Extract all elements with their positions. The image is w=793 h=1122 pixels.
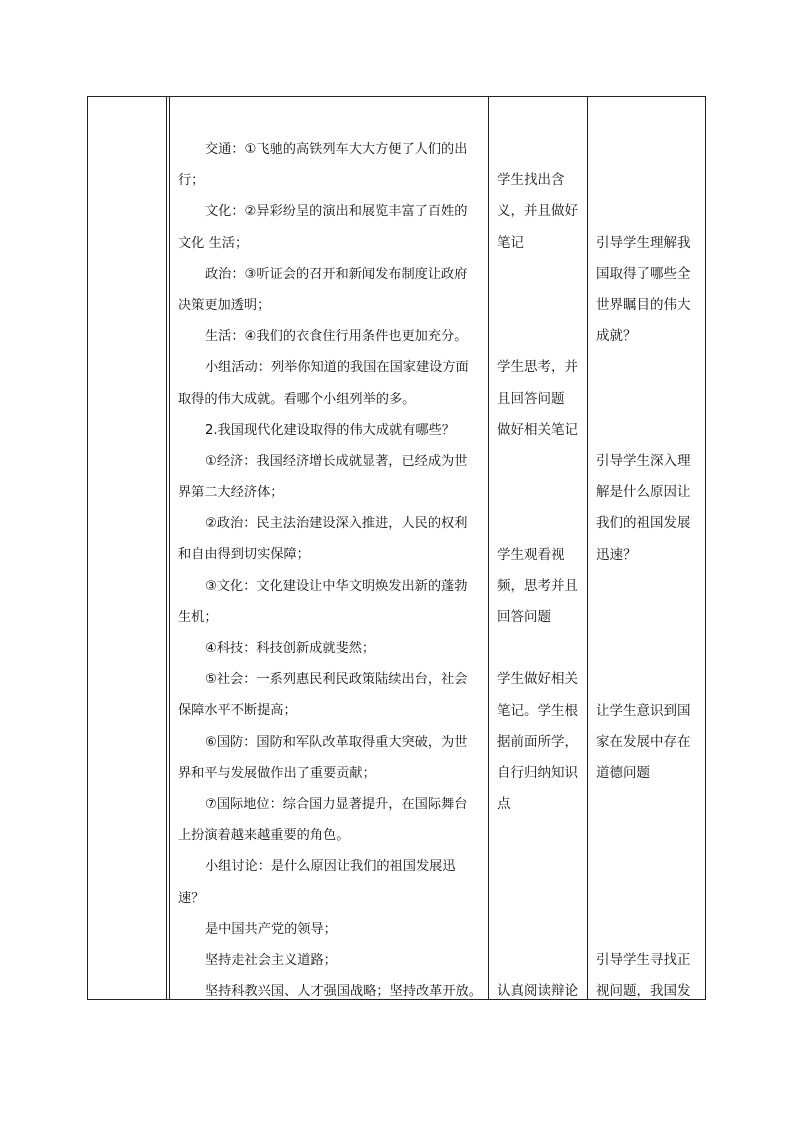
student-activity-cell: [497, 165, 583, 259]
student-activity-cell: [497, 976, 583, 1007]
student-activity-column: [489, 97, 587, 999]
cell-line: 道德问题: [596, 764, 650, 781]
cell-line: 据前面所学，: [497, 733, 578, 750]
cell-line: 解是什么原因让: [596, 484, 691, 501]
cell-line: 频，思考并且: [497, 577, 578, 594]
student-activity-cell: [497, 540, 583, 634]
cell-line: 学生做好相关: [497, 671, 578, 688]
content-line: 和自由得到切实保障；: [178, 547, 310, 563]
content-line: ③文化：文化建设让中华文明焕发出新的蓬勃: [205, 578, 468, 594]
content-line: ④科技：科技创新成就斐然；: [205, 641, 376, 656]
cell-line: 世界瞩目的伟大: [596, 296, 691, 313]
content-line: 坚持科教兴国、人才强国战略；坚持改革开放。: [205, 984, 482, 1000]
content-line: 界第二大经济体；: [178, 485, 284, 501]
cell-line: 我们的祖国发展: [596, 515, 691, 532]
design-intent-cell: [596, 228, 702, 353]
cell-line: 成就？: [596, 328, 637, 345]
student-activity-cell: [497, 352, 583, 414]
column-divider: [166, 97, 167, 999]
content-line: 是中国共产党的领导；: [205, 921, 337, 937]
cell-line: 回答问题: [497, 608, 551, 625]
content-line: 界和平与发展做作出了重要贡献；: [178, 765, 376, 781]
content-line: ⑥国防：国防和军队改革取得重大突破，为世: [205, 734, 468, 750]
design-intent-cell: [596, 696, 702, 790]
cell-line: 引导学生寻找正: [596, 952, 691, 969]
design-intent-cell: [596, 446, 702, 571]
cell-line: 引导学生深入理: [596, 453, 691, 469]
lesson-plan-table: [87, 96, 706, 1000]
content-line: 决策更加透明；: [178, 297, 271, 313]
cell-line: 学生思考，并: [497, 359, 578, 376]
content-line: 上扮演着越来越重要的角色。: [178, 828, 350, 844]
content-line: 小组讨论：是什么原因让我们的祖国发展迅: [205, 859, 456, 875]
cell-line: 且回答问题: [497, 390, 565, 407]
content-line: 坚持走社会主义道路；: [205, 952, 337, 968]
content-line: 2.我国现代化建设取得的伟大成就有哪些？: [205, 422, 455, 438]
content-line: 速？: [178, 890, 205, 906]
content-line: ①经济：我国经济增长成就显著，已经成为世: [205, 453, 468, 469]
student-activity-cell: [497, 664, 583, 820]
cell-line: 视问题，我国发: [596, 983, 691, 1000]
cell-line: 认真阅读辩论: [497, 983, 578, 1000]
content-line: 政治：③听证会的召开和新闻发布制度让政府: [205, 266, 468, 282]
content-line: 文化 生活；: [178, 235, 249, 251]
student-activity-cell: [497, 415, 583, 446]
content-line: 取得的伟大成就。看哪个小组列举的多。: [178, 391, 416, 407]
cell-line: 引导学生理解我: [596, 234, 691, 251]
content-line: 生活：④我们的衣食住行用条件也更加充分。: [205, 329, 468, 345]
content-line: 文化：②异彩纷呈的演出和展览丰富了百姓的: [205, 204, 468, 220]
design-intent-column: [588, 97, 706, 999]
content-line: 行；: [178, 173, 205, 189]
content-line: 小组活动：列举你知道的我国在国家建设方面: [205, 360, 469, 376]
design-intent-cell: [596, 945, 702, 1007]
content-line: 生机；: [178, 609, 218, 625]
cell-line: 家在发展中存在: [596, 733, 691, 750]
content-line: ⑦国际地位：综合国力显著提升，在国际舞台: [205, 796, 468, 812]
cell-line: 义，并且做好: [497, 203, 578, 220]
content-line: ②政治：民主法治建设深入推进，人民的权利: [205, 516, 468, 532]
cell-line: 笔记。学生根: [497, 702, 578, 719]
cell-line: 做好相关笔记: [497, 421, 578, 438]
cell-line: 自行归纳知识: [497, 764, 578, 781]
cell-line: 迅速？: [596, 546, 637, 563]
cell-line: 让学生意识到国: [596, 702, 691, 719]
content-line: 交通：①飞驰的高铁列车大大方便了人们的出: [205, 142, 468, 157]
cell-line: 学生找出含: [497, 172, 565, 189]
cell-line: 笔记: [497, 234, 524, 251]
cell-line: 国取得了哪些全: [596, 265, 691, 282]
content-line: 保障水平不断提高；: [178, 703, 297, 719]
cell-line: 学生观看视: [497, 546, 565, 563]
teaching-content-column: [170, 97, 488, 999]
content-line: ⑤社会：一系列惠民利民政策陆续出台，社会: [205, 672, 468, 688]
cell-line: 点: [497, 796, 511, 813]
